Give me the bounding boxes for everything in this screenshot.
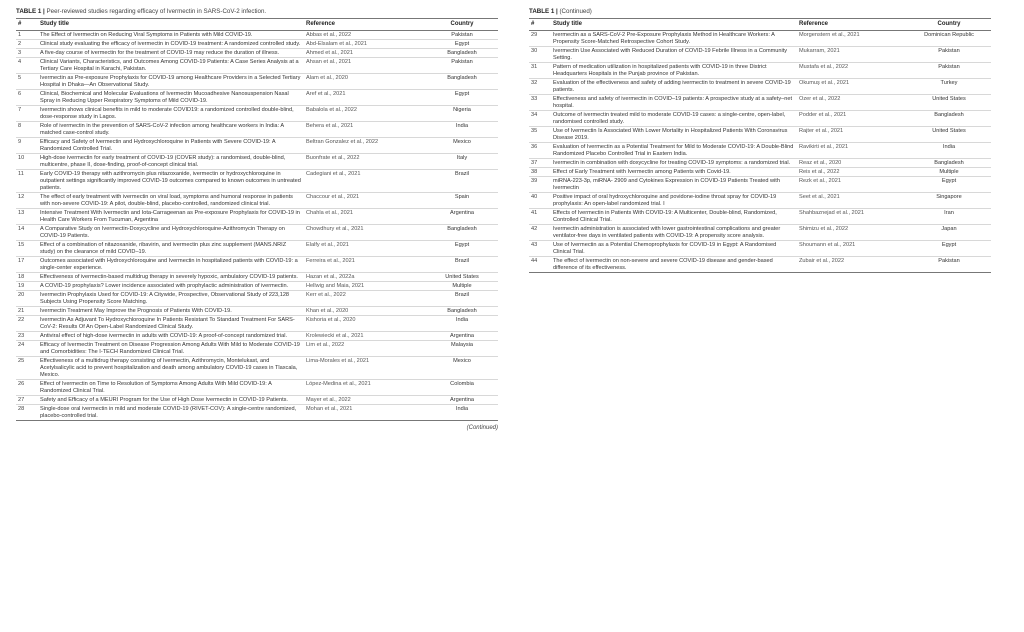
study-reference: Abbas et al., 2022	[304, 31, 426, 40]
studies-table	[16, 18, 498, 421]
study-country: United States	[907, 95, 991, 111]
study-title: Safety and Efficacy of a MEURI Program for the Use of High Dose Ivermectin in COVID-19 Patients.	[38, 396, 304, 405]
study-title: Single-dose oral ivermectin in mild and moderate COVID-19 (RIVET-COV): A single-centre randomized, placebo-controlled trial.	[38, 405, 304, 421]
study-reference: Hellwig and Maia, 2021	[304, 282, 426, 291]
study-reference: Mukarram, 2021	[797, 47, 907, 63]
row-number: 35	[529, 127, 551, 143]
study-reference: Seet et al., 2021	[797, 193, 907, 209]
row-number: 11	[16, 170, 38, 193]
table-row	[16, 341, 498, 357]
study-reference: Behera et al., 2021	[304, 122, 426, 138]
row-number: 21	[16, 307, 38, 316]
row-number: 17	[16, 257, 38, 273]
study-reference: Ravikirti et al., 2021	[797, 143, 907, 159]
study-reference: Shoumann et al., 2021	[797, 241, 907, 257]
table-row	[529, 159, 991, 168]
table-row	[16, 209, 498, 225]
row-number: 19	[16, 282, 38, 291]
table-row	[529, 209, 991, 225]
study-country: Mexico	[426, 138, 498, 154]
study-country: Pakistan	[426, 58, 498, 74]
study-title: Clinical study evaluating the efficacy of ivermectin in COVID-19 treatment: A randomized controlled study.	[38, 40, 304, 49]
caption-text: Peer-reviewed studies regarding efficacy of Ivermectin in SARS-CoV-2 infection.	[44, 8, 267, 15]
study-title: Effect of Ivermectin on Time to Resolution of Symptoms Among Adults With Mild COVID-19: A Randomized Clinical Trial.	[38, 380, 304, 396]
table-row	[16, 154, 498, 170]
study-reference: Shimizu et al., 2022	[797, 225, 907, 241]
table-row	[529, 193, 991, 209]
row-number: 33	[529, 95, 551, 111]
table-row	[16, 291, 498, 307]
table-row	[529, 257, 991, 273]
study-reference: Ferreira et al., 2021	[304, 257, 426, 273]
study-country: Multiple	[426, 282, 498, 291]
study-title: Ivermectin administration is associated with lower gastrointestinal complications and greater ventilator-free days in ventilated patients with COVID-19: A propensity score analysis.	[551, 225, 797, 241]
study-reference: Morgenstern et al., 2021	[797, 31, 907, 47]
study-title: Clinical Variants, Characteristics, and Outcomes Among COVID-19 Patients: A Case Series Analysis at a Tertiary Care Hospital in Karachi, Pakistan.	[38, 58, 304, 74]
study-country: Turkey	[907, 79, 991, 95]
study-title: Early COVID-19 therapy with azithromycin plus nitazoxanide, ivermectin or hydroxychloroquine in outpatient settings significantly improved COVID-19 outcomes compared to known outcomes in untreated patients.	[38, 170, 304, 193]
row-number: 8	[16, 122, 38, 138]
study-reference: Cadegiani et al., 2021	[304, 170, 426, 193]
study-title: Effectiveness of a multidrug therapy consisting of Ivermectin, Azithromycin, Montelukast, and Acetylsalicylic acid to prevent hospitalization and death among ambulatory COVID-19 cases in Tlaxcala, Mexico.	[38, 357, 304, 380]
study-reference: Lima-Morales et al., 2021	[304, 357, 426, 380]
study-title: A five-day course of ivermectin for the treatment of COVID-19 may reduce the duration of illness.	[38, 49, 304, 58]
table-row	[529, 31, 991, 47]
study-title: Positive impact of oral hydroxychloroquine and povidone-iodine throat spray for COVID-19 prophylaxis: An open-label randomized trial. I	[551, 193, 797, 209]
table-row	[529, 225, 991, 241]
study-country: Bangladesh	[426, 74, 498, 90]
study-title: Ivermectin in combination with doxycycline for treating COVID-19 symptoms: a randomized trial.	[551, 159, 797, 168]
table-row	[16, 257, 498, 273]
table-row	[16, 241, 498, 257]
study-title: Ivermectin shows clinical benefits in mild to moderate COVID19: a randomized controlled double-blind, dose-response study in Lagos.	[38, 106, 304, 122]
study-country: Egypt	[426, 241, 498, 257]
study-title: Use of Ivermectin as a Potential Chemoprophylaxis for COVID-19 in Egypt: A Randomised Clinical Trial.	[551, 241, 797, 257]
study-country: India	[426, 316, 498, 332]
study-reference: Abd-Elsalam et al., 2021	[304, 40, 426, 49]
study-country: Colombia	[426, 380, 498, 396]
study-reference: Kerr et al., 2022	[304, 291, 426, 307]
row-number: 4	[16, 58, 38, 74]
study-title: Efficacy of Ivermectin Treatment on Disease Progression Among Adults With Mild to Moderate COVID-19 and Comorbidities: The I-TECH Randomized Clinical Trial.	[38, 341, 304, 357]
study-country: Egypt	[907, 241, 991, 257]
study-title: Role of ivermectin in the prevention of SARS-CoV-2 infection among healthcare workers in India: A matched case-control study.	[38, 122, 304, 138]
study-reference: Mustafa et al., 2022	[797, 63, 907, 79]
row-number: 40	[529, 193, 551, 209]
table-row	[529, 168, 991, 177]
row-number: 31	[529, 63, 551, 79]
study-reference: Elalfy et al., 2021	[304, 241, 426, 257]
table-row	[16, 106, 498, 122]
row-number: 13	[16, 209, 38, 225]
study-country: India	[907, 143, 991, 159]
caption-label: TABLE 1 |	[16, 8, 45, 15]
studies-table-continued	[529, 18, 991, 273]
study-country: Malaysia	[426, 341, 498, 357]
study-reference: Mohan et al., 2021	[304, 405, 426, 421]
study-title: Outcomes associated with Hydroxychloroquine and Ivermectin in hospitalized patients with COVID-19: a single-center experience.	[38, 257, 304, 273]
study-reference: Lim et al., 2022	[304, 341, 426, 357]
study-country: Brazil	[426, 291, 498, 307]
table-row	[16, 332, 498, 341]
study-country: Italy	[426, 154, 498, 170]
study-country: Argentina	[426, 396, 498, 405]
study-reference: Ozer et al., 2022	[797, 95, 907, 111]
table-row	[16, 396, 498, 405]
study-country: Pakistan	[907, 63, 991, 79]
study-title: miRNA-223-3p, miRNA- 2909 and Cytokines Expression in COVID-19 Patients Treated with Ivermectin	[551, 177, 797, 193]
study-country: India	[426, 122, 498, 138]
table-row	[16, 307, 498, 316]
study-country: United States	[426, 273, 498, 282]
table-row	[16, 31, 498, 40]
study-country: Multiple	[907, 168, 991, 177]
study-title: Evaluation of the effectiveness and safety of adding ivermectin to treatment in severe COVID-19 patients.	[551, 79, 797, 95]
caption-label: TABLE 1 |	[529, 8, 558, 15]
study-title: Effect of Early Treatment with Ivermectin among Patients with Covid-19.	[551, 168, 797, 177]
table-row	[529, 127, 991, 143]
header-country: Country	[426, 19, 498, 31]
study-reference: Ahmed et al., 2021	[304, 49, 426, 58]
study-reference: Kishoria et al., 2020	[304, 316, 426, 332]
study-reference: Babalola et al., 2022	[304, 106, 426, 122]
study-country: Brazil	[426, 170, 498, 193]
table-row	[529, 79, 991, 95]
study-title: High-dose ivermectin for early treatment of COVID-19 (COVER study): a randomised, double-blind, multicentre, phase II, dose-finding, proof-of-concept clinical trial.	[38, 154, 304, 170]
study-country: Argentina	[426, 332, 498, 341]
row-number: 3	[16, 49, 38, 58]
study-title: Use of Ivermectin Is Associated With Lower Mortality in Hospitalized Patients With Coronavirus Disease 2019.	[551, 127, 797, 143]
study-country: Egypt	[426, 90, 498, 106]
study-title: The effect of ivermectin on non-severe and severe COVID-19 disease and gender-based difference of its effectiveness.	[551, 257, 797, 273]
study-reference: Chaccour et al., 2021	[304, 193, 426, 209]
study-title: The effect of early treatment with ivermectin on viral load, symptoms and humoral response in patients with non-severe COVID-19: A pilot, double-blind, placebo-controlled, randomized clinical trial.	[38, 193, 304, 209]
study-title: Effectiveness and safety of ivermectin in COVID–19 patients: A prospective study at a safety–net hospital.	[551, 95, 797, 111]
row-number: 27	[16, 396, 38, 405]
table-row	[16, 58, 498, 74]
study-reference: López-Medina et al., 2021	[304, 380, 426, 396]
table-row	[529, 143, 991, 159]
table-row	[16, 225, 498, 241]
study-country: India	[426, 405, 498, 421]
study-reference: Zubair et al., 2022	[797, 257, 907, 273]
study-reference: Reis et al., 2022	[797, 168, 907, 177]
row-number: 9	[16, 138, 38, 154]
study-reference: Shahbaznejad et al., 2021	[797, 209, 907, 225]
study-country: Bangladesh	[907, 159, 991, 168]
header-study-title: Study title	[38, 19, 304, 31]
study-title: Ivermectin as Pre-exposure Prophylaxis for COVID-19 among Healthcare Providers in a Selected Tertiary Hospital in Dhaka—An Observational Study.	[38, 74, 304, 90]
study-reference: Hazan et al., 2022a	[304, 273, 426, 282]
study-country: Singapore	[907, 193, 991, 209]
study-title: Ivermectin Use Associated with Reduced Duration of COVID-19 Febrile Illness in a Community Setting.	[551, 47, 797, 63]
study-title: Efficacy and Safety of Ivermectin and Hydroxychloroquine in Patients with Severe COVID-19: A Randomized Controlled Trial.	[38, 138, 304, 154]
study-reference: Rezk et al., 2021	[797, 177, 907, 193]
row-number: 37	[529, 159, 551, 168]
row-number: 15	[16, 241, 38, 257]
row-number: 18	[16, 273, 38, 282]
table-header-row	[529, 19, 991, 31]
row-number: 20	[16, 291, 38, 307]
study-country: Dominican Republic	[907, 31, 991, 47]
row-number: 32	[529, 79, 551, 95]
study-country: Egypt	[907, 177, 991, 193]
study-title: Effect of a combination of nitazoxanide, ribavirin, and ivermectin plus zinc supplement (MANS.NRIZ study) on the clearance of mild COVID–19.	[38, 241, 304, 257]
study-country: Bangladesh	[907, 111, 991, 127]
study-title: Ivermectin Treatment May Improve the Prognosis of Patients With COVID-19.	[38, 307, 304, 316]
table-row	[16, 380, 498, 396]
header-country: Country	[907, 19, 991, 31]
study-title: Pattern of medication utilization in hospitalized patients with COVID-19 in three District Headquarters Hospitals in the Punjab province of Pakistan.	[551, 63, 797, 79]
header-reference: Reference	[304, 19, 426, 31]
study-title: Intensive Treatment With Ivermectin and Iota-Carrageenan as Pre-exposure Prophylaxis for COVID-19 in Health Care Workers From Tucuman, Argentina	[38, 209, 304, 225]
caption-text: (Continued)	[557, 8, 592, 15]
table-row	[529, 47, 991, 63]
row-number: 23	[16, 332, 38, 341]
row-number: 22	[16, 316, 38, 332]
table-row	[16, 405, 498, 421]
study-title: A Comparative Study on Ivermectin-Doxycycline and Hydroxychloroquine-Azithromycin Therapy on COVID-19 Patients.	[38, 225, 304, 241]
row-number: 39	[529, 177, 551, 193]
study-reference: Khan et al., 2020	[304, 307, 426, 316]
study-title: Antiviral effect of high-dose ivermectin in adults with COVID-19: A proof-of-concept randomized trial.	[38, 332, 304, 341]
table-row	[16, 90, 498, 106]
study-reference: Krolewiecki et al., 2021	[304, 332, 426, 341]
row-number: 1	[16, 31, 38, 40]
row-number: 41	[529, 209, 551, 225]
table-row	[529, 63, 991, 79]
table-row	[16, 49, 498, 58]
study-title: Effectiveness of ivermectin-based multidrug therapy in severely hypoxic, ambulatory COVID-19 patients.	[38, 273, 304, 282]
row-number: 29	[529, 31, 551, 47]
table-left-panel	[16, 8, 498, 431]
study-title: Clinical, Biochemical and Molecular Evaluations of Ivermectin Mucoadhesive Nanosuspension Nasal Spray in Reducing Upper Respiratory Symptoms of Mild COVID-19.	[38, 90, 304, 106]
study-country: Bangladesh	[426, 225, 498, 241]
study-reference: Rajter et al., 2021	[797, 127, 907, 143]
table-row	[16, 282, 498, 291]
row-number: 12	[16, 193, 38, 209]
study-country: Mexico	[426, 357, 498, 380]
study-reference: Okumuş et al., 2021	[797, 79, 907, 95]
table-caption	[529, 8, 991, 18]
row-number: 5	[16, 74, 38, 90]
study-country: Brazil	[426, 257, 498, 273]
study-title: Effects of Ivermectin in Patients With COVID-19: A Multicenter, Double-blind, Randomized, Controlled Clinical Trial.	[551, 209, 797, 225]
study-reference: Chahla et al., 2021	[304, 209, 426, 225]
study-country: Pakistan	[907, 47, 991, 63]
study-country: Iran	[907, 209, 991, 225]
study-reference: Aref et al., 2021	[304, 90, 426, 106]
row-number: 24	[16, 341, 38, 357]
study-reference: Podder et al., 2021	[797, 111, 907, 127]
table-row	[16, 40, 498, 49]
table-header-row	[16, 19, 498, 31]
study-reference: Beltran Gonzalez et al., 2022	[304, 138, 426, 154]
table-row	[529, 241, 991, 257]
study-reference: Buonfrate et al., 2022	[304, 154, 426, 170]
table-row	[16, 316, 498, 332]
study-country: Nigeria	[426, 106, 498, 122]
row-number: 26	[16, 380, 38, 396]
table-row	[16, 170, 498, 193]
study-country: Pakistan	[426, 31, 498, 40]
study-title: Outcome of ivermectin treated mild to moderate COVID-19 cases: a single-centre, open-label, randomised controlled study.	[551, 111, 797, 127]
row-number: 7	[16, 106, 38, 122]
table-row	[529, 111, 991, 127]
table-caption	[16, 8, 498, 18]
row-number: 44	[529, 257, 551, 273]
row-number: 10	[16, 154, 38, 170]
header-number: #	[16, 19, 38, 31]
study-country: Japan	[907, 225, 991, 241]
study-country: Egypt	[426, 40, 498, 49]
study-title: The Effect of Ivermectin on Reducing Viral Symptoms in Patients with Mild COVID-19.	[38, 31, 304, 40]
row-number: 14	[16, 225, 38, 241]
row-number: 36	[529, 143, 551, 159]
row-number: 2	[16, 40, 38, 49]
study-reference: Reaz et al., 2020	[797, 159, 907, 168]
study-country: Bangladesh	[426, 307, 498, 316]
study-title: Ivermectin As Adjuvant To Hydroxychloroquine In Patients Resistant To Standard Treatment For SARS-CoV-2: Results Of An Open-Label Randomized Clinical Study.	[38, 316, 304, 332]
table-row	[16, 193, 498, 209]
table-row	[16, 122, 498, 138]
study-reference: Alam et al., 2020	[304, 74, 426, 90]
table-row	[529, 95, 991, 111]
table-row	[16, 357, 498, 380]
table-right-panel	[529, 8, 991, 273]
table-row	[529, 177, 991, 193]
study-title: Ivermectin as a SARS-CoV-2 Pre-Exposure Prophylaxis Method in Healthcare Workers: A Propensity Score-Matched Retrospective Cohort Study.	[551, 31, 797, 47]
study-country: Pakistan	[907, 257, 991, 273]
table-body	[529, 31, 991, 273]
table-row	[16, 74, 498, 90]
study-country: United States	[907, 127, 991, 143]
study-title: A COVID-19 prophylaxis? Lower incidence associated with prophylactic administration of ivermectin.	[38, 282, 304, 291]
header-reference: Reference	[797, 19, 907, 31]
table-row	[16, 138, 498, 154]
row-number: 25	[16, 357, 38, 380]
study-country: Argentina	[426, 209, 498, 225]
study-country: Spain	[426, 193, 498, 209]
row-number: 28	[16, 405, 38, 421]
header-number: #	[529, 19, 551, 31]
table-row	[16, 273, 498, 282]
study-title: Ivermectin Prophylaxis Used for COVID-19: A Citywide, Prospective, Observational Study of 223,128 Subjects Using Propensity Score Matching.	[38, 291, 304, 307]
study-title: Evaluation of Ivermectin as a Potential Treatment for Mild to Moderate COVID-19: A Double-Blind Randomized Placebo Controlled Trial in Eastern India.	[551, 143, 797, 159]
row-number: 6	[16, 90, 38, 106]
study-reference: Ahsan et al., 2021	[304, 58, 426, 74]
row-number: 34	[529, 111, 551, 127]
header-study-title: Study title	[551, 19, 797, 31]
continued-note: (Continued)	[466, 425, 498, 431]
table-body	[16, 31, 498, 421]
study-reference: Mayer et al., 2022	[304, 396, 426, 405]
row-number: 30	[529, 47, 551, 63]
row-number: 38	[529, 168, 551, 177]
study-country: Bangladesh	[426, 49, 498, 58]
study-reference: Chowdhury et al., 2021	[304, 225, 426, 241]
row-number: 42	[529, 225, 551, 241]
row-number: 43	[529, 241, 551, 257]
